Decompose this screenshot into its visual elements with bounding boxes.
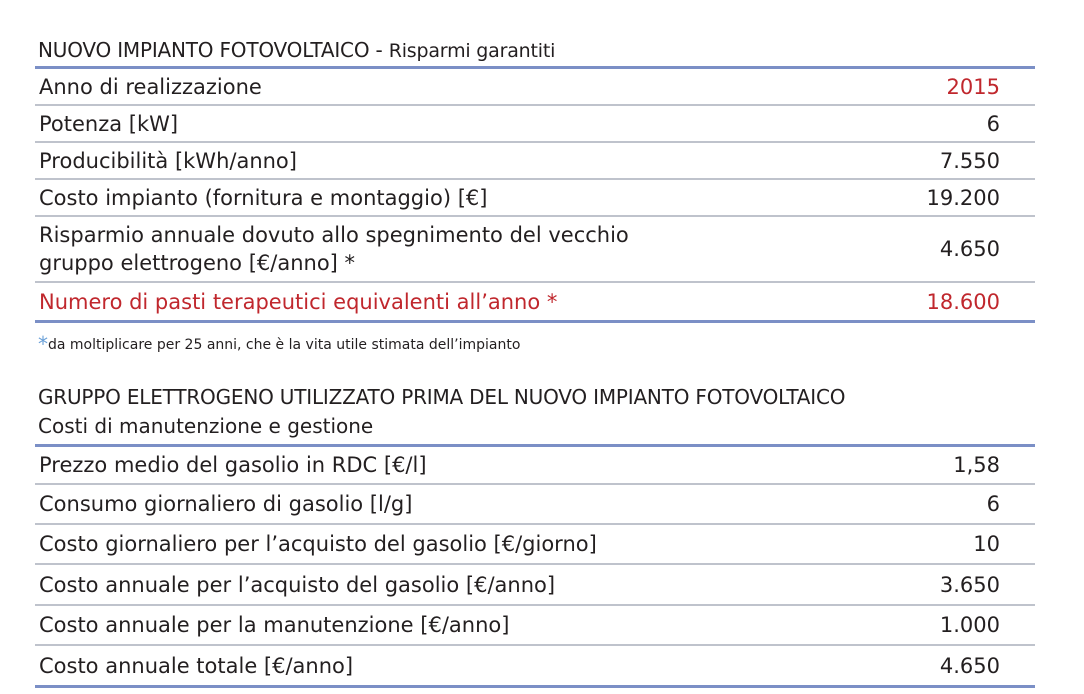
row-value: 1,58 — [953, 453, 1000, 477]
row-value: 10 — [973, 532, 1000, 556]
table-row — [35, 69, 1035, 106]
section2-title: GRUPPO ELETTROGENO UTILIZZATO PRIMA DEL NUOVO IMPIANTO FOTOVOLTAICO — [38, 385, 846, 409]
row-label: Potenza [kW] — [39, 111, 179, 136]
table-row — [35, 525, 1035, 565]
section1-title-sub: Risparmi garantiti — [388, 40, 556, 62]
table-row — [35, 106, 1035, 143]
row-value: 3.650 — [939, 572, 1000, 597]
row-value: 1.000 — [939, 613, 1000, 637]
table-row — [35, 485, 1035, 525]
row-value: 4.650 — [939, 653, 1000, 678]
table-row — [35, 180, 1035, 217]
row-label: Prezzo medio del gasolio in RDC [€/l] — [39, 453, 427, 477]
table-row — [35, 447, 1035, 485]
footnote — [38, 332, 520, 356]
row-label: Anno di realizzazione — [39, 74, 262, 99]
footnote-asterisk-icon: * — [38, 332, 48, 356]
row-value: 18.600 — [926, 289, 1000, 314]
row-label — [35, 221, 629, 277]
footnote-text: da moltiplicare per 25 anni, che è la vita utile stimata dell’impianto — [48, 337, 521, 353]
row-value: 2015 — [946, 74, 1000, 99]
section2-subtitle: Costi di manutenzione e gestione — [38, 414, 374, 438]
row-value: 6 — [986, 111, 1000, 136]
row-label: Costo impianto (fornitura e montaggio) [€] — [39, 185, 488, 210]
row-label-line2: gruppo elettrogeno [€/anno] * — [39, 251, 356, 275]
table-row — [35, 606, 1035, 646]
row-label: Costo annuale per l’acquisto del gasolio [€/anno] — [39, 572, 556, 597]
row-value: 19.200 — [926, 185, 1000, 210]
section1-title — [38, 38, 555, 62]
row-label: Costo annuale totale [€/anno] — [39, 653, 354, 678]
row-label-text: Numero di pasti terapeutici equivalenti all’anno — [39, 289, 541, 314]
row-value: 7.550 — [939, 148, 1000, 173]
table-row — [35, 565, 1035, 606]
row-label: Costo giornaliero per l’acquisto del gasolio [€/giorno] — [39, 532, 597, 556]
row-label-line1: Risparmio annuale dovuto allo spegnimento del vecchio — [39, 223, 629, 247]
section1-table — [35, 66, 1035, 323]
section1-title-main: NUOVO IMPIANTO FOTOVOLTAICO — [38, 38, 370, 62]
row-value: 4.650 — [939, 237, 1000, 261]
table-row — [35, 217, 1035, 283]
row-label: Costo annuale per la manutenzione [€/anno] — [39, 613, 510, 637]
row-label — [35, 288, 557, 316]
row-label: Consumo giornaliero di gasolio [l/g] — [39, 492, 413, 516]
row-value: 6 — [986, 492, 1000, 516]
section2-table — [35, 444, 1035, 688]
asterisk-icon: * — [546, 289, 558, 314]
section1-title-separator: - — [369, 38, 389, 62]
table-row — [35, 143, 1035, 180]
table-row-total — [35, 646, 1035, 688]
table-row-highlight — [35, 283, 1035, 323]
row-label: Producibilità [kWh/anno] — [39, 148, 297, 173]
